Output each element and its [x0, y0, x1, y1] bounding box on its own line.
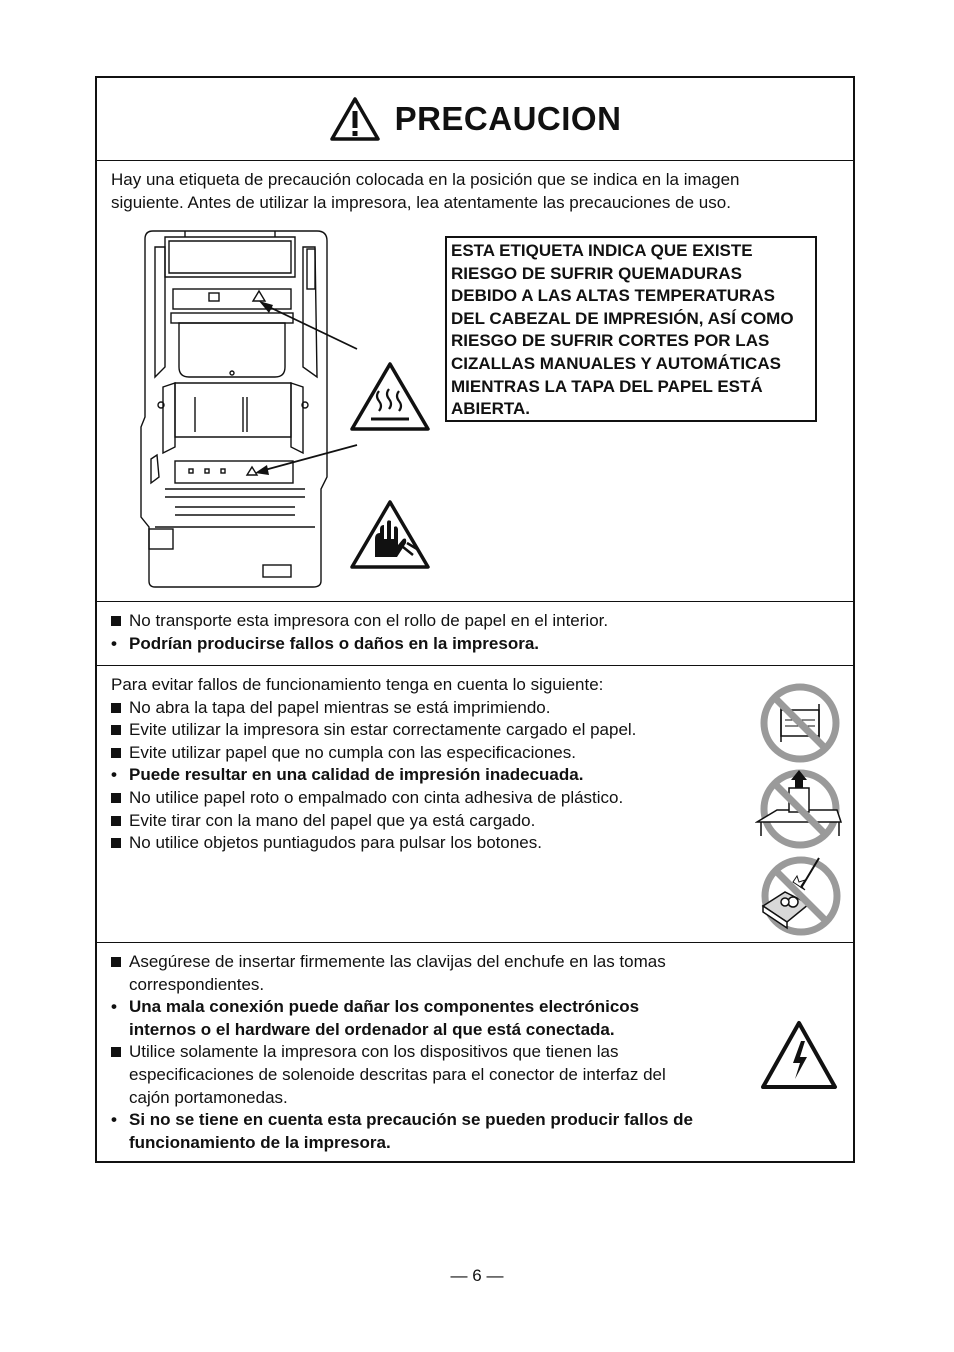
list-item: Asegúrese de insertar firmemente las clavijas del enchufe en las tomas [111, 951, 751, 974]
page-title: PRECAUCION [394, 100, 622, 137]
list-note: • Puede resultar en una calidad de impresión inadecuada. [111, 765, 584, 785]
list-item: Evite utilizar papel que no cumpla con las especificaciones. [111, 742, 731, 765]
warning-triangle-icon [329, 96, 381, 142]
list-note: • Una mala conexión puede dañar los componentes electrónicos [111, 997, 640, 1017]
list-item: No utilice papel roto o empalmado con cinta adhesiva de plástico. [111, 787, 731, 810]
label-warning-box: ESTA ETIQUETA INDICA QUE EXISTE RIESGO DE SUFRIR QUEMADURAS DEBIDO A LAS ALTAS TEMPERATURAS DEL CABEZAL DE IMPRESIÓN, ASÍ COMO RIESGO DE SUFRIR CORTES POR LAS CIZALLAS MANUALES Y AUTOMÁTICAS MIENTRAS LA TAPA DEL PAPEL ESTÁ ABIERTA. [445, 236, 817, 422]
cutter-hazard-icon [349, 499, 431, 571]
connection-section: Asegúrese de insertar firmemente las clavijas del enchufe en las tomas correspondientes. • Una mala conexión puede dañar los componentes electrónicos internos o el hardware del ordenador al que está conectada. Utilice solamente la impresora con los dispositivos que tienen las especificaciones de solenoide descritas para el conector de interfaz del cajón portamonedas. • Si no se tiene en cuenta esta precaución se pueden producir fallos de funcionamiento de la impresora. [97, 943, 853, 1163]
malfunction-section [97, 666, 853, 943]
title-section [97, 78, 853, 161]
list-item: No utilice objetos puntiagudos para pulsar los botones. [111, 832, 731, 855]
list-note: • Podrían producirse fallos o daños en la impresora. [111, 633, 539, 653]
list-item: No transporte esta impresora con el rollo de papel en el interior. [111, 610, 839, 633]
transport-section [97, 602, 853, 666]
no-open-cover-icon [757, 680, 843, 766]
list-item: Utilice solamente la impresora con los dispositivos que tienen las [111, 1041, 751, 1064]
section-lead: Para evitar fallos de funcionamiento tenga en cuenta lo siguiente: [111, 675, 604, 694]
intro-text: Hay una etiqueta de precaución colocada en la posición que se indica en la imagen siguiente. Antes de utilizar la impresora, lea atentamente las precauciones de uso. [111, 170, 740, 212]
caution-frame [95, 76, 855, 1163]
list-item: Evite tirar con la mano del papel que ya está cargado. [111, 810, 731, 833]
electric-shock-icon [759, 1019, 839, 1091]
list-item: No abra la tapa del papel mientras se está imprimiendo. [111, 697, 731, 720]
list-item: Evite utilizar la impresora sin estar correctamente cargado el papel. [111, 719, 731, 742]
hot-surface-icon [349, 361, 431, 433]
no-sharp-objects-icon [757, 852, 845, 938]
no-pull-paper-icon [755, 766, 845, 852]
page-number: — 6 — [450, 1266, 504, 1285]
list-note: • Si no se tiene en cuenta esta precaución se pueden producir fallos de [111, 1110, 693, 1130]
label-section [97, 161, 853, 602]
